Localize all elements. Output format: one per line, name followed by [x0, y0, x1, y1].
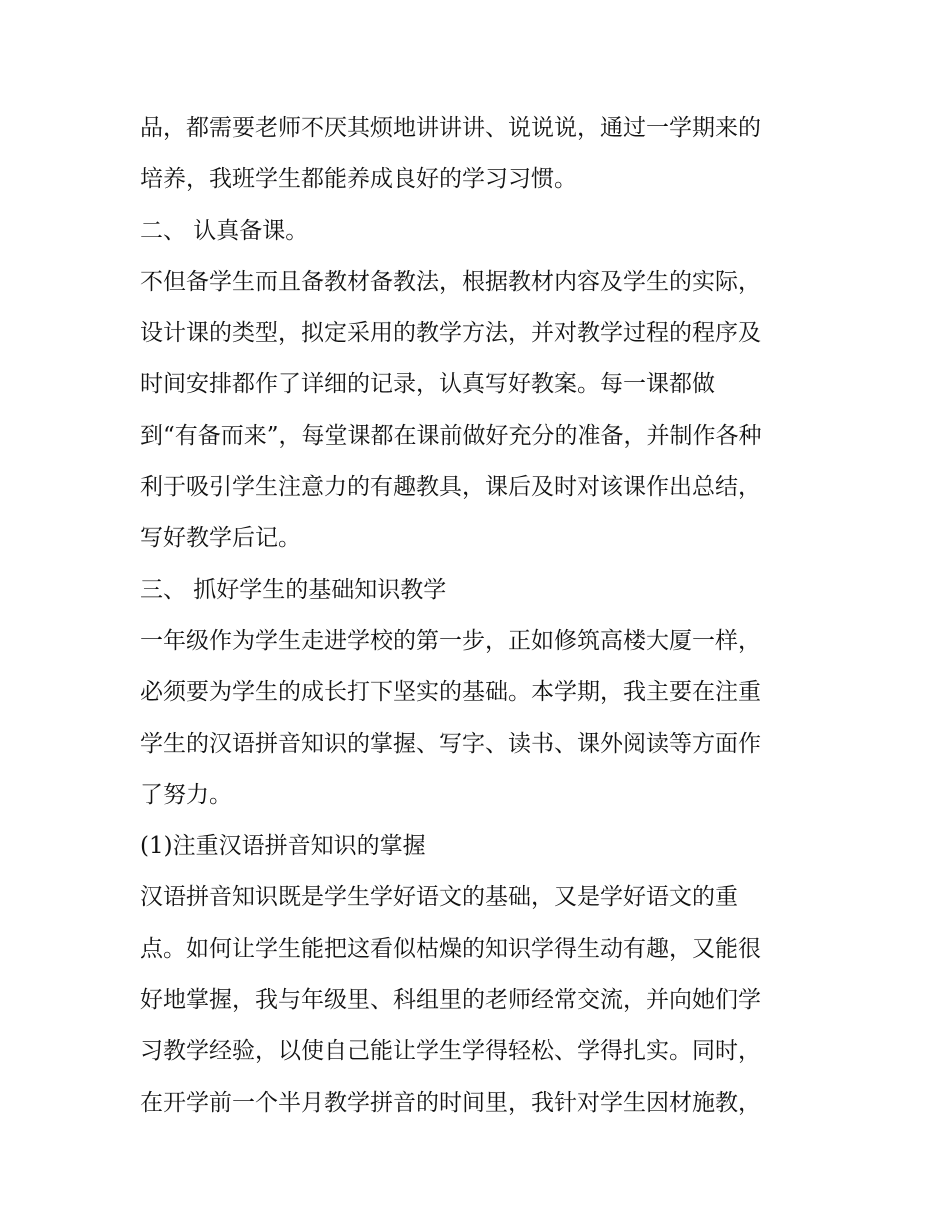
text-line: 必须要为学生的成长打下坚实的基础。本学期，我主要在注重 — [140, 679, 761, 706]
text-line: 时间安排都作了详细的记录，认真写好教案。每一课都做 — [140, 371, 715, 398]
text-line: 了努力。 — [140, 781, 232, 808]
text-line: 在开学前一个半月教学拼音的时间里，我针对学生因材施教， — [140, 1089, 761, 1116]
section-heading: 二、 认真备课。 — [140, 217, 309, 244]
text-line: 点。如何让学生能把这看似枯燥的知识学得生动有趣，又能很 — [140, 935, 761, 962]
subsection-heading: (1)注重汉语拼音知识的掌握 — [140, 833, 426, 860]
text-line: 到“有备而来”，每堂课都在课前做好充分的准备，并制作各种 — [140, 422, 762, 449]
text-line: 汉语拼音知识既是学生学好语文的基础，又是学好语文的重 — [140, 884, 738, 911]
text-line: 写好教学后记。 — [140, 525, 301, 552]
document-body — [140, 103, 820, 1129]
text-line: 习教学经验，以使自己能让学生学得轻松、学得扎实。同时， — [140, 1038, 761, 1065]
text-line: 品，都需要老师不厌其烦地讲讲讲、说说说，通过一学期来的 — [140, 115, 761, 141]
text-line: 好地掌握，我与年级里、科组里的老师经常交流，并向她们学 — [140, 987, 761, 1014]
text-line: 不但备学生而且备教材备教法，根据教材内容及学生的实际， — [140, 268, 761, 295]
text-line: 利于吸引学生注意力的有趣教具，课后及时对该课作出总结， — [140, 474, 761, 501]
section-heading: 三、 抓好学生的基础知识教学 — [140, 576, 447, 603]
text-line: 学生的汉语拼音知识的掌握、写字、读书、课外阅读等方面作 — [140, 730, 761, 757]
text-line: 培养，我班学生都能养成良好的学习习惯。 — [140, 166, 577, 193]
text-line: 设计课的类型，拟定采用的教学方法，并对教学过程的程序及 — [140, 320, 761, 347]
text-line: 一年级作为学生走进学校的第一步，正如修筑高楼大厦一样， — [140, 627, 761, 654]
